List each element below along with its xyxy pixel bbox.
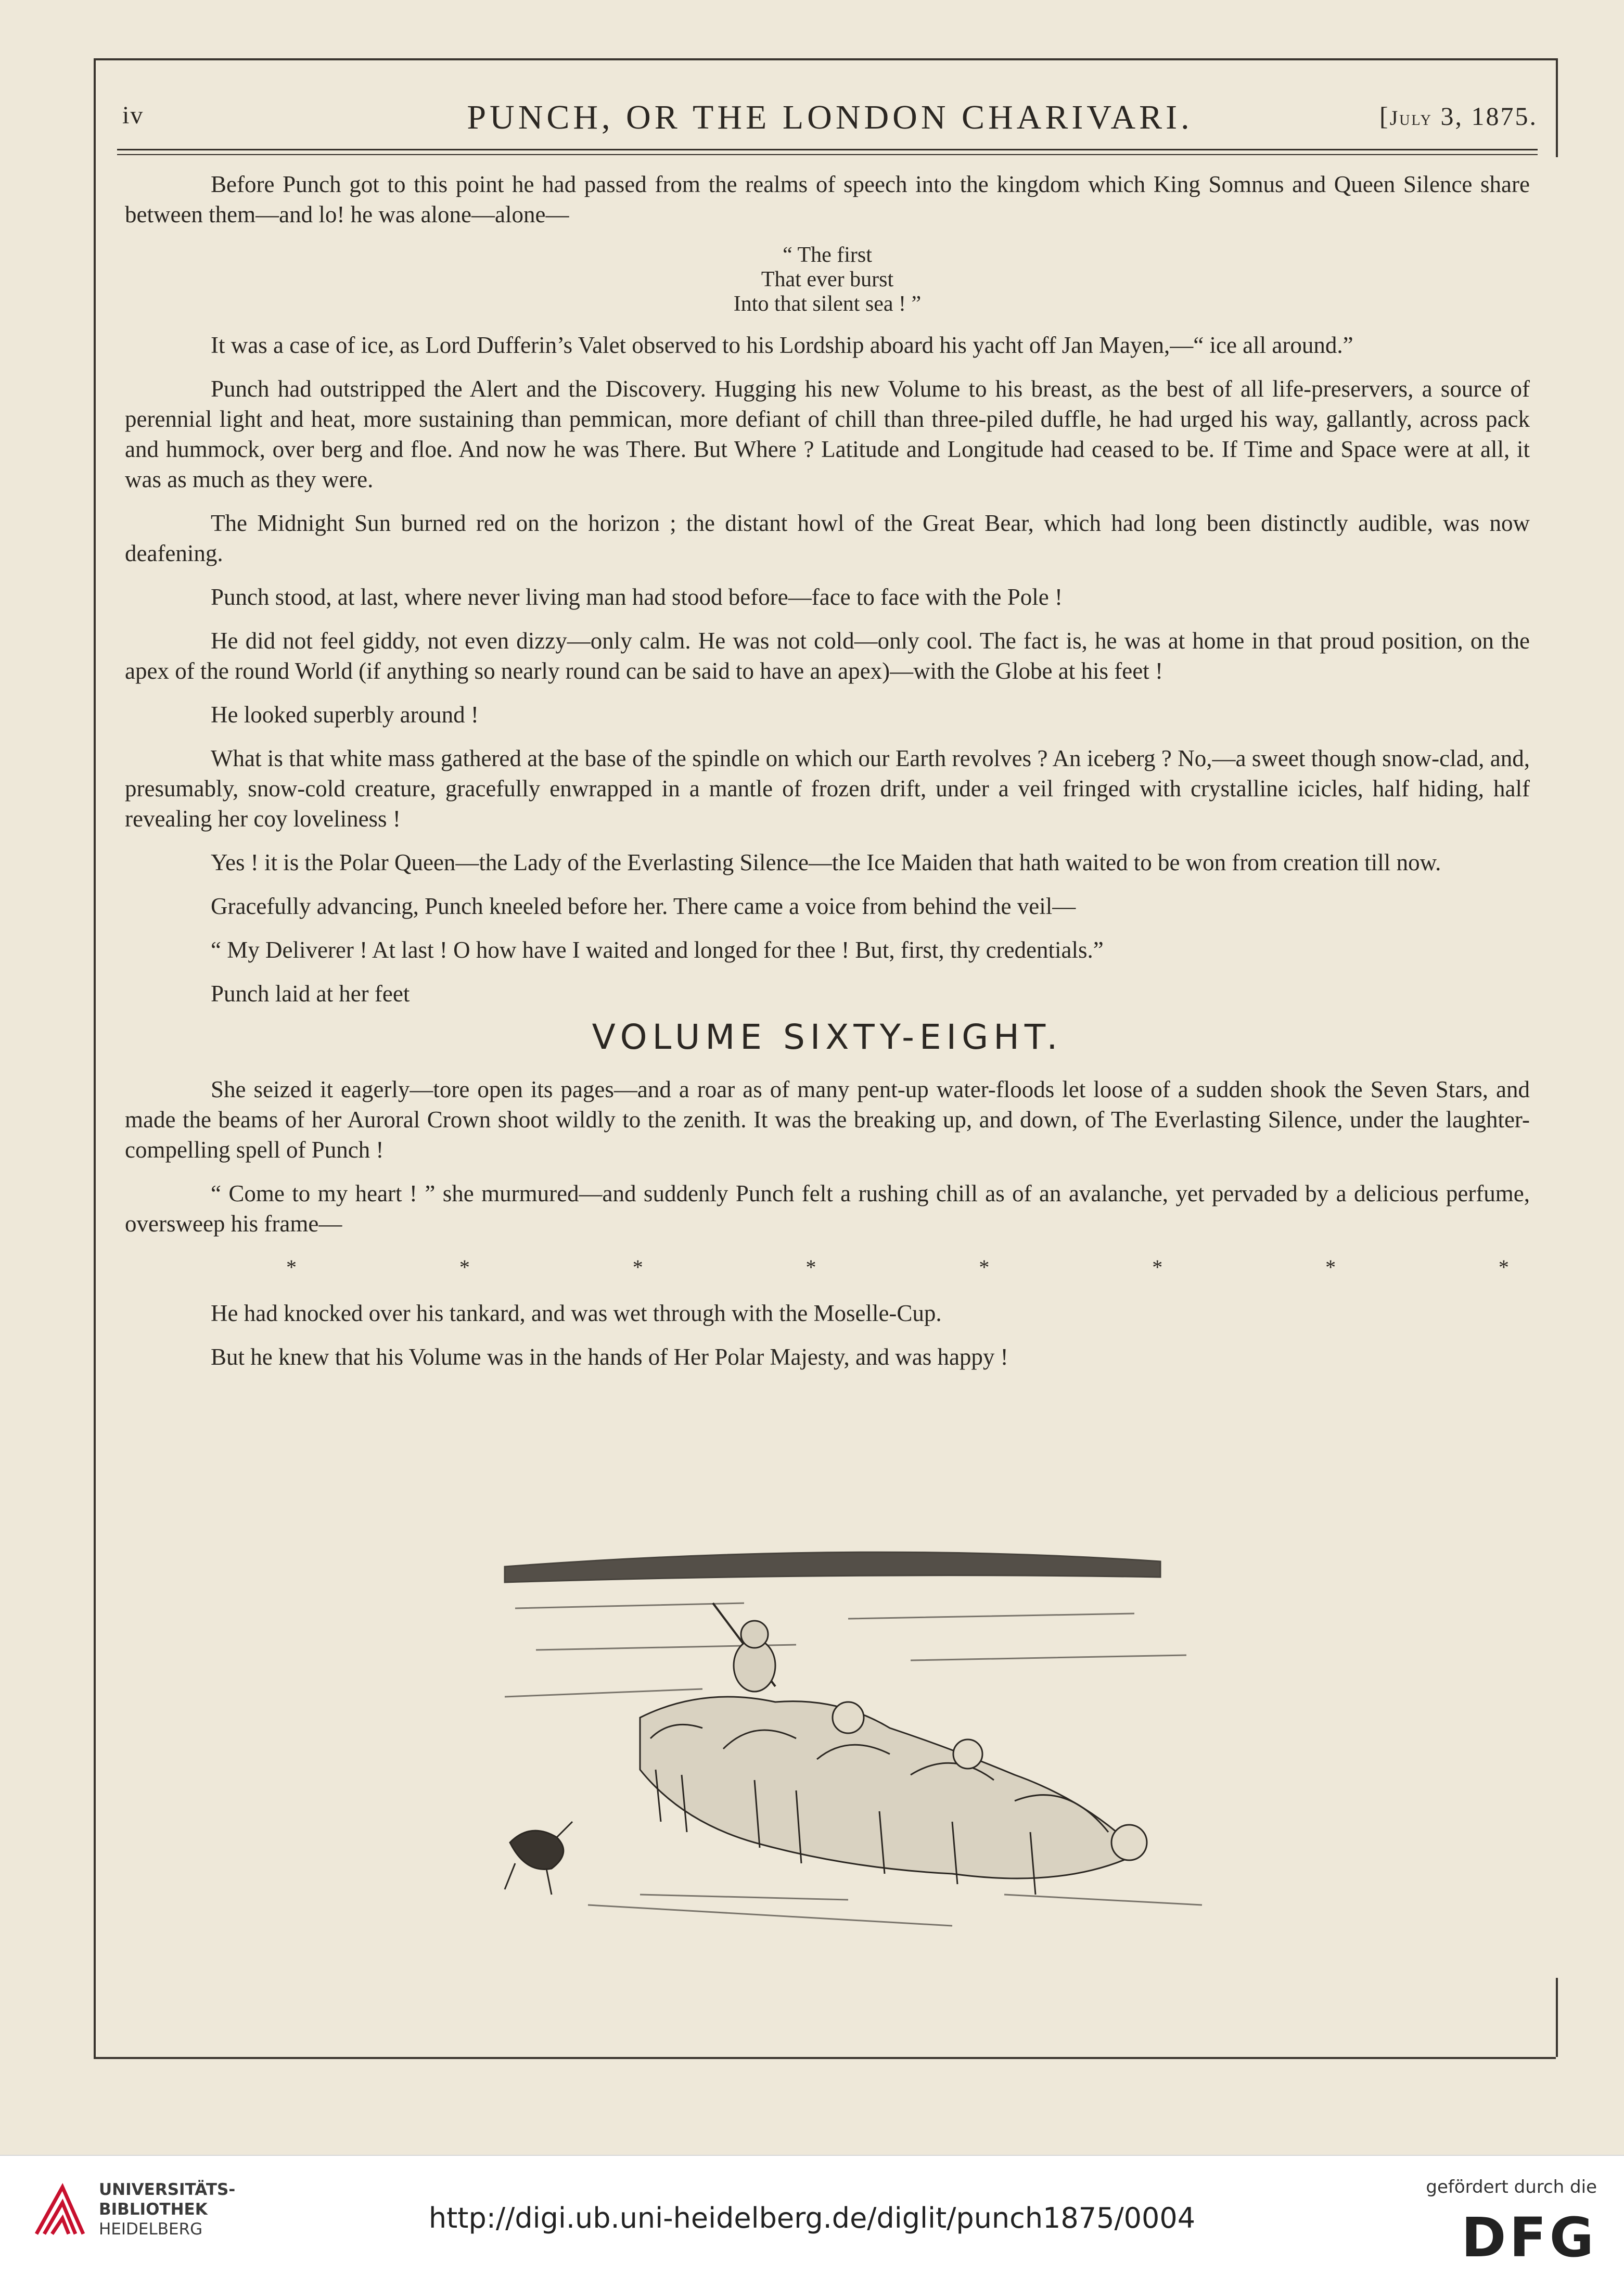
masthead-title: PUNCH, OR THE LONDON CHARIVARI. xyxy=(467,98,1193,136)
asterisk: * xyxy=(1152,1255,1163,1279)
paragraph: Gracefully advancing, Punch kneeled before her. There came a voice from behind the veil— xyxy=(211,893,1076,919)
frame-rule-right-lower xyxy=(1556,1978,1558,2057)
frame-rule-bottom xyxy=(94,2057,1556,2059)
verse-line: Into that silent sea ! ” xyxy=(733,292,922,316)
paragraph: Yes ! it is the Polar Queen—the Lady of the Everlasting Silence—the Ice Maiden that hath waited to be won from creation till now. xyxy=(211,849,1441,875)
header-rule-thick xyxy=(117,149,1538,150)
paragraph: She seized it eagerly—tore open its pages—and a roar as of many pent-up water-floods let loose of a sudden shook the Seven Stars, and made the beams of her Auroral Crown shoot wildly to the zenith. It was the breaking up, and down, of The Everlasting Silence, under the laughter-compelling spell of Punch ! xyxy=(125,1076,1530,1163)
paragraph: He looked superbly around ! xyxy=(211,702,479,728)
asterism-row xyxy=(125,1252,1530,1282)
asterisk: * xyxy=(805,1255,816,1279)
paragraph: What is that white mass gathered at the base of the spindle on which our Earth revolves ? An iceberg ? No,—a sweet though snow-clad, and, presumably, snow-cold creature, gracefully enwrapped in a mantle of frozen drift, under a veil fringed with crystalline icicles, half hiding, half revealing her coy loveliness ! xyxy=(125,745,1530,832)
body-text xyxy=(125,169,1530,1386)
frame-rule-left xyxy=(94,58,96,2057)
frame-rule-right xyxy=(1556,58,1558,157)
paragraph: He had knocked over his tankard, and was wet through with the Moselle-Cup. xyxy=(211,1300,942,1326)
paragraph: But he knew that his Volume was in the hands of Her Polar Majesty, and was happy ! xyxy=(211,1344,1008,1370)
digitization-footer xyxy=(0,2155,1624,2274)
header-rule-thin xyxy=(117,154,1538,155)
asterisk: * xyxy=(1325,1255,1336,1279)
paragraph: He did not feel giddy, not even dizzy—only calm. He was not cold—only cool. The fact is, he was at home in that proud position, on the apex of the round World (if anything so nearly round can be said to have an apex)—with the Globe at his feet ! xyxy=(125,628,1530,684)
dfg-logo: DFG xyxy=(1461,2206,1597,2269)
funding-note: gefördert durch die xyxy=(1426,2177,1597,2197)
verse-quote xyxy=(125,243,1530,316)
asterisk: * xyxy=(979,1255,990,1279)
frame-rule-top xyxy=(94,58,1556,60)
issue-date: [July 3, 1875. xyxy=(1379,101,1538,131)
paragraph: Punch stood, at last, where never living man had stood before—face to face with the Pole ! xyxy=(211,584,1063,610)
volume-heading: VOLUME SIXTY-EIGHT. xyxy=(592,1017,1063,1057)
paragraph: “ My Deliverer ! At last ! O how have I waited and longed for thee ! But, first, thy credentials.” xyxy=(211,937,1104,963)
verse-line: “ The first xyxy=(783,243,872,267)
asterisk: * xyxy=(1498,1255,1509,1279)
asterisk: * xyxy=(286,1255,297,1279)
running-head xyxy=(122,98,1538,145)
verse-line: That ever burst xyxy=(761,268,894,291)
asterisk: * xyxy=(632,1255,643,1279)
paragraph: Before Punch got to this point he had passed from the realms of speech into the kingdom which King Somnus and Queen Silence share between them—and lo! he was alone—alone— xyxy=(125,171,1530,227)
library-name: UNIVERSITÄTS- BIBLIOTHEK HEIDELBERG xyxy=(99,2180,236,2239)
permalink[interactable]: http://digi.ub.uni-heidelberg.de/diglit/punch1875/0004 xyxy=(428,2202,1196,2234)
paragraph: The Midnight Sun burned red on the horizon ; the distant howl of the Great Bear, which had long been distinctly audible, was now deafening. xyxy=(125,510,1530,566)
paragraph: “ Come to my heart ! ” she murmured—and suddenly Punch felt a rushing chill as of an avalanche, yet pervaded by a delicious perfume, oversweep his frame— xyxy=(125,1180,1530,1237)
folio-number: iv xyxy=(122,101,144,129)
paragraph: It was a case of ice, as Lord Dufferin’s Valet observed to his Lordship aboard his yacht off Jan Mayen,—“ ice all around.” xyxy=(211,332,1353,358)
paragraph: Punch laid at her feet xyxy=(211,981,410,1007)
paragraph: Punch had outstripped the Alert and the Discovery. Hugging his new Volume to his breast, as the best of all life-preservers, a source of perennial light and heat, more sustaining than pemmican, more defiant of chill than three-piled duffle, he had urged his way, gallantly, across pack and hummock, over berg and floe. And now he was There. But Where ? Latitude and Longitude had ceased to be. If Time and Space were at all, it was as much as they were. xyxy=(125,376,1530,492)
polar-bears-illustration xyxy=(484,1530,1223,1947)
asterisk: * xyxy=(459,1255,470,1279)
